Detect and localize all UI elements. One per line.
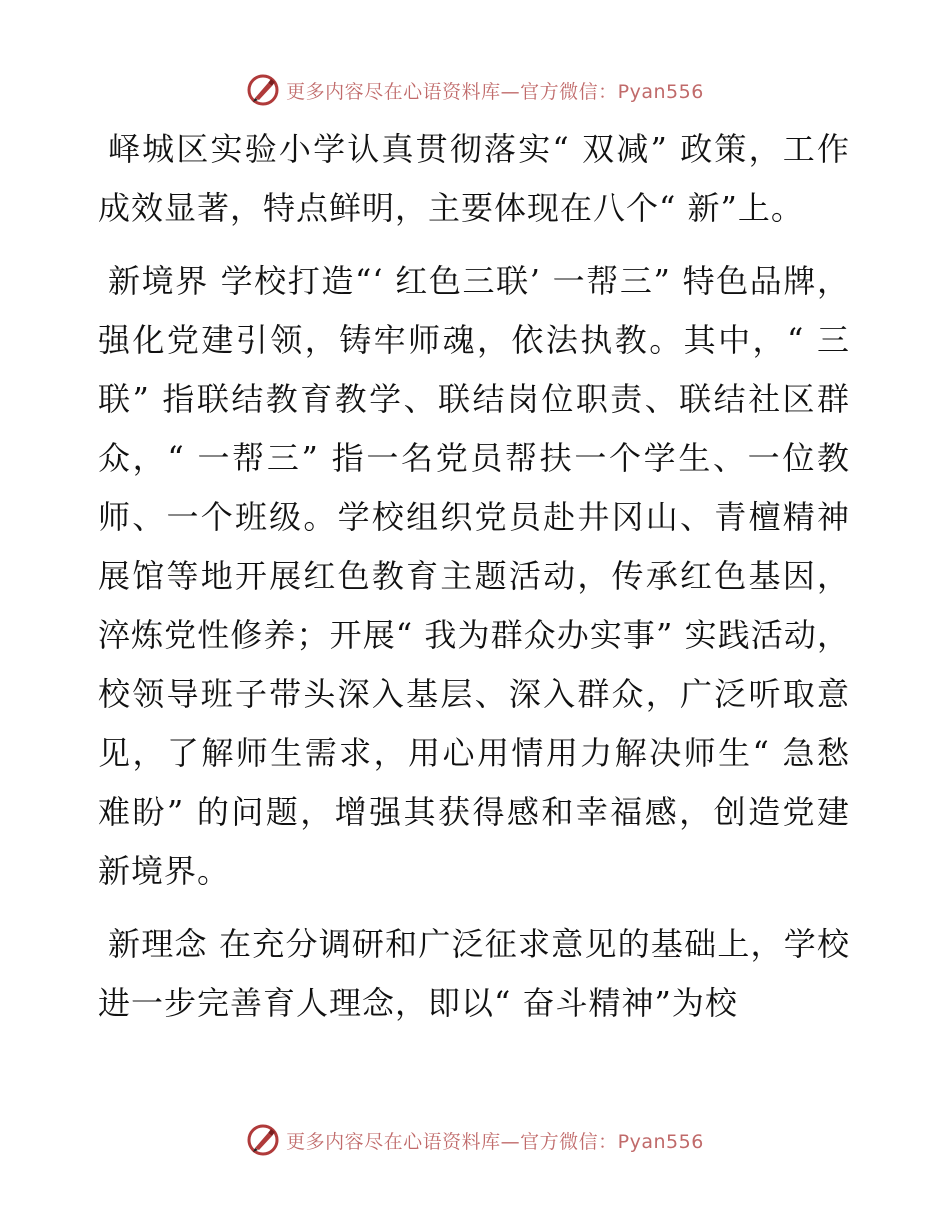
paragraph-new-concept — [98, 915, 850, 1033]
footer-watermark-banner — [0, 1118, 950, 1162]
document-body — [98, 120, 850, 1047]
paragraph-intro — [98, 120, 850, 238]
pen-logo-icon — [246, 73, 280, 107]
paragraph-text: 新境界 学校打造“‘ 红色三联’ 一帮三” 特色品牌，强化党建引领，铸牢师魂，依法执教。其中，“ 三联” 指联结教育教学、联结岗位职责、联结社区群众，“ 一帮三” 指一名党员帮扶一个学生、一位教师、一个班级。学校组织党员赴井冈山、青檀精神展馆等地开展红色教育主题活动，传承红色基因，淬炼党性修养；开展“ 我为群众办实事” 实践活动，校领导班子带头深入基层、深入群众，广泛听取意见，了解师生需求，用心用情用力解决师生“ 急愁难盼” 的问题，增强其获得感和幸福感，创造党建新境界。 — [98, 262, 850, 890]
pen-logo-icon — [246, 1123, 280, 1157]
paragraph-new-realm — [98, 252, 850, 901]
header-watermark-text: 更多内容尽在心语资料库—官方微信：Pyan556 — [286, 80, 704, 103]
paragraph-text: 峄城区实验小学认真贯彻落实“ 双减” 政策，工作成效显著，特点鲜明，主要体现在八个“ 新”上。 — [98, 130, 850, 227]
header-watermark-banner — [0, 68, 950, 112]
paragraph-text: 新理念 在充分调研和广泛征求意见的基础上，学校进一步完善育人理念，即以“ 奋斗精神”为校 — [98, 925, 850, 1022]
footer-watermark-text: 更多内容尽在心语资料库—官方微信：Pyan556 — [286, 1130, 704, 1153]
